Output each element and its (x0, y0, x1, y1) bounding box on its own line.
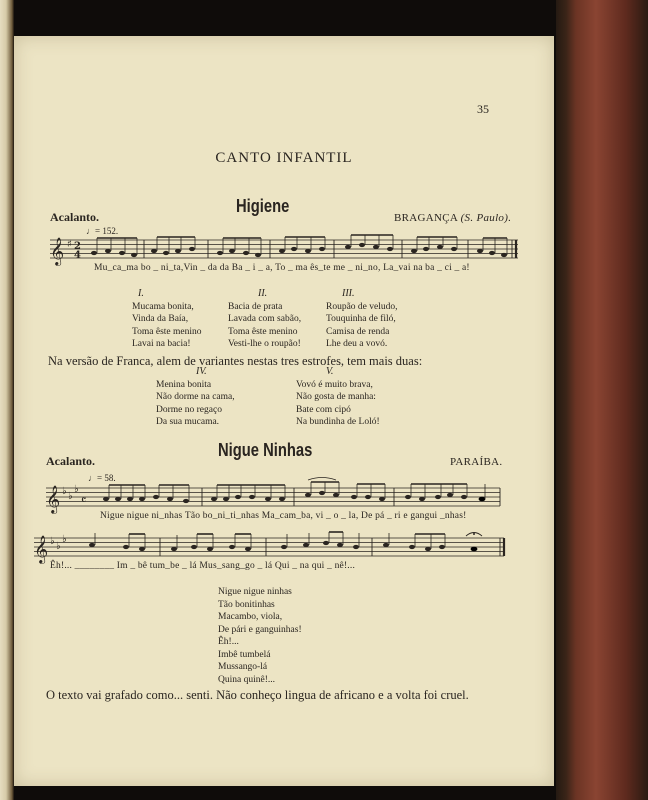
poem-line: Quina quinê!... (218, 674, 275, 685)
song2-music-staff-2 (34, 530, 506, 562)
verse-line: Bate com cipó (296, 404, 351, 415)
verse-line: Roupão de veludo, (326, 301, 398, 312)
verse-line: Não gosta de manha: (296, 392, 376, 402)
song2-lyrics-line-1: Nigue nigue ni_nhas Tão bo_ni_ti_nhas Ma_cam_ba, vi _ o _ la, De pá _ ri e gangui _nhas! (100, 511, 467, 521)
flat-icon: ♭ (62, 534, 67, 545)
verse-1-numeral: I. (138, 288, 144, 299)
france-version-note: Na versão de Franca, alem de variantes nestas tres estrofes, tem mais duas: (48, 354, 423, 368)
page-number: 35 (477, 102, 489, 116)
verse-3-numeral: III. (342, 288, 355, 299)
verse-line: Lavai na bacia! (132, 339, 191, 349)
verse-line: Camisa de renda (326, 326, 390, 337)
verse-line: Lavada com sabão, (228, 314, 302, 324)
song2-lyrics-line-2: Êh!... ________ Im _ bê tum_be _ lá Mus_sang_go _ lá Qui _ na qui _ nê!... (50, 561, 356, 571)
song1-tempo-label: Acalanto. (50, 210, 99, 224)
treble-clef-icon: 𝄞 (34, 535, 49, 563)
section-title: CANTO INFANTIL (215, 150, 353, 166)
verse-line: Menina bonita (156, 379, 212, 390)
verse-5 (296, 366, 380, 429)
song1-title: Higiene (236, 196, 290, 216)
song1-composer-name: BRAGANÇA (394, 212, 458, 224)
song2-title: Nigue Ninhas (218, 440, 313, 460)
book-page (14, 36, 554, 786)
verse-1 (132, 288, 202, 351)
verse-line: Vesti-lhe o roupão! (228, 339, 301, 349)
verse-4 (156, 366, 235, 429)
verse-line: Bacia de prata (228, 301, 283, 312)
song1-lyrics: Mu_ca_ma bo _ ni_ta,Vin _ da da Ba _ i _ a, To _ ma ês_te me _ ni_no, La_vai na ba _ ci _ a! (94, 263, 470, 273)
poem-line: De pári e ganguinhas! (218, 624, 302, 635)
left-page-edge (0, 0, 14, 800)
verse-2-numeral: II. (258, 288, 268, 299)
verse-line: Não dorme na cama, (156, 392, 235, 402)
svg-text:2: 2 (74, 241, 81, 252)
poem-line: Nigue nigue ninhas (218, 587, 292, 597)
poem-line: Êh!... (218, 637, 239, 647)
flat-icon: ♭ (50, 536, 55, 547)
verse-line: Lhe deu a vovó. (326, 339, 388, 349)
verse-5-numeral: V. (326, 366, 334, 377)
treble-clef-icon: 𝄞 (50, 237, 65, 265)
flat-icon: ♭ (62, 486, 67, 497)
verse-line: Na bundinha de Loló! (296, 417, 380, 427)
song2-text (218, 586, 302, 686)
poem-line: Macambo, viola, (218, 612, 283, 622)
song1-metronome: ♩= 152. (86, 226, 119, 236)
flat-icon: ♭ (74, 484, 79, 495)
flat-icon: ♭ (56, 541, 61, 552)
verse-line: Dorme no regaço (156, 404, 222, 415)
verse-line: Da sua mucama. (156, 417, 220, 427)
common-time-icon: 𝄴 (81, 493, 87, 507)
poem-line: Tão bonitinhas (218, 599, 275, 610)
closing-note: O texto vai grafado como... senti. Não conheço lingua de africano e a volta foi cruel. (46, 688, 469, 702)
book-cover-edge (556, 0, 648, 800)
verse-line: Touquinha de filó, (326, 314, 396, 324)
verse-line: Vinda da Baía, (132, 314, 189, 324)
song1-music-staff (50, 234, 520, 266)
verse-4-numeral: IV. (196, 366, 207, 377)
song2-metronome: ♩= 58. (88, 473, 116, 483)
svg-text:4: 4 (74, 250, 81, 261)
flat-icon: ♭ (68, 491, 73, 502)
song2-origin: PARAÍBA. (450, 456, 503, 468)
verse-3 (326, 288, 398, 351)
verse-line: Toma êste menino (228, 326, 298, 337)
song2-tempo-label: Acalanto. (46, 454, 95, 468)
song2-music-staff-1 (46, 480, 502, 512)
sharp-icon: ♯ (67, 239, 72, 250)
song1-composer-place: (S. Paulo). (460, 212, 512, 224)
treble-clef-icon: 𝄞 (46, 485, 61, 513)
poem-line: Mussango-lá (218, 662, 268, 672)
verse-line: Vovó é muito brava, (296, 379, 373, 390)
poem-line: Imbê tumbelá (218, 649, 271, 660)
verse-2 (228, 288, 301, 351)
verse-line: Toma êste menino (132, 326, 202, 337)
verse-line: Mucama bonita, (132, 301, 194, 312)
song1-composer (394, 212, 511, 224)
